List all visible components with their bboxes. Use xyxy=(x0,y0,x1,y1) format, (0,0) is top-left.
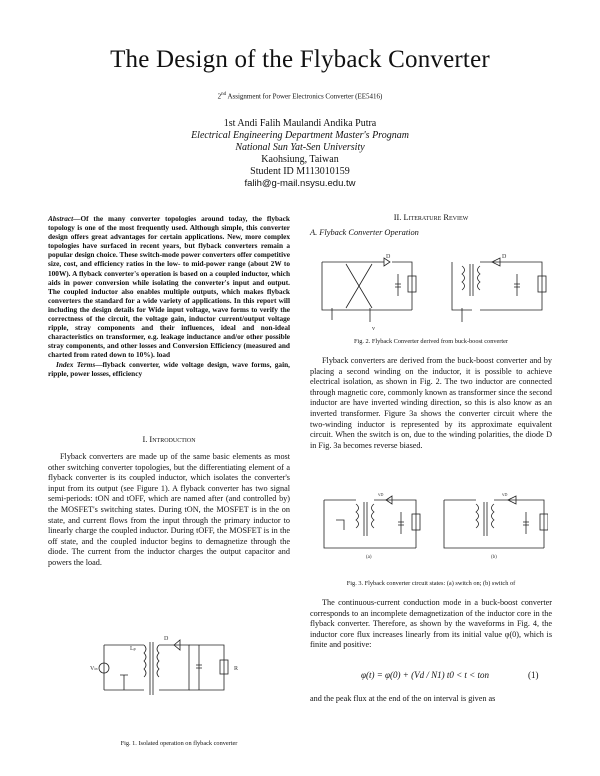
svg-text:vD: vD xyxy=(378,492,384,498)
figure-1 xyxy=(84,620,264,710)
figure-1-caption: Fig. 1. Isolated operation on flyback converter xyxy=(120,740,238,747)
section1-heading: I. Introduction xyxy=(142,435,196,444)
paper-title: The Design of the Flyback Converter xyxy=(110,46,490,73)
svg-text:(a): (a) xyxy=(366,555,372,560)
author-city: Kaohsiung, Taiwan xyxy=(261,154,339,165)
section2-heading: II. Literature Review xyxy=(393,213,469,222)
svg-text:D: D xyxy=(502,254,507,260)
figure-2-caption: Fig. 2. Flyback Converter derived from buck-boost converter xyxy=(353,338,509,345)
author-email[interactable]: falih@g-mail.nsysu.edu.tw xyxy=(244,178,356,189)
section2-body-3 xyxy=(310,694,552,705)
svg-text:v: v xyxy=(372,326,375,332)
abstract-text: —Of the many converter topologies around today, the flyback topology is one of the most frequently used. Although simple, this converter design offers great advantages for certain applications. New, more complex topologies have surfaced in recent years, but flyback converters remain a popular design choice. These switch-mode power converters offer competitive size, cost, and efficiency ratios in the low- to mid-power range (about 2W to 100W). A flyback converter's operation is based on a coupled inductor, which aids in power conversion while isolating the converter's input and output. The coupled inductor also enables multiple outputs, which makes flyback converters the standard for a wide variety of applications. In this report will including the design details for Wide input voltage, wave forms to verify the correctness of the circuit, the voltage gain, inductor current/output voltage ripple, stray components and their influences, ideal and non-ideal characteristics on transformer, e.g. leakage inductance and/or other possible stray components, and other losses and Conversion Efficiency (measured and charted from rated down to 10%). load xyxy=(48,214,290,360)
author-block xyxy=(0,118,600,190)
figure-3-caption: Fig. 3. Flyback converter circuit states: (a) switch on; (b) switch of xyxy=(346,580,516,587)
peak-flux-paragraph: and the peak flux at the end of the on interval is given as xyxy=(310,694,496,703)
author-univ: National Sun Yat-Sen University xyxy=(235,142,365,153)
subtitle-sup: nd xyxy=(221,92,227,97)
abstract-label: Abstract xyxy=(48,214,74,223)
subtitle-ordinal: 2 xyxy=(217,92,222,101)
section2-body-2 xyxy=(310,598,552,651)
index-terms-label: Index Terms xyxy=(56,359,96,369)
author-name: 1st Andi Falih Maulandi Andika Putra xyxy=(223,118,377,129)
figure-3 xyxy=(316,490,548,560)
index-terms-text: —flyback converter, wide voltage design, wave forms, gain, ripple, power losses, efficiency xyxy=(48,359,290,378)
section2-subheading: A. Flyback Converter Operation xyxy=(310,228,419,237)
operation-paragraph: Flyback converters are derived from the buck-boost converter and by placing a second winding on the inductor, it is possible to achieve electrical isolation, as shown in Fig. 2. The two inductor are connected through magnetic core, commonly known as transformer since the second inductor are have inverted winding direction, so this is also know as an inverted transformer. Figure 3a shows the converter circuit where the two-winding inductor is represented by its approximate equivalent circuit. When the switch is on, due to the winding polarities, the diode D in Fig. 3a becomes reverse biased. xyxy=(310,356,552,450)
author-dept: Electrical Engineering Department Master's Prognam xyxy=(191,130,409,141)
intro-paragraph: Flyback converters are made up of the same basic elements as most other switching converter topologies, but the differentiating element of a flyback converter is its coupled inductor, which isolates the converter's input from its output (see Figure 1). A flyback converter has two signal semi-periods: tON and tOFF, which are named after (and controlled by) the MOSFET's switching states. During tON, the MOSFET is in the on state, and current flows from the input through the primary inductor to linearly charge the coupled inductor. During tOFF, the MOSFET is in the off state, and the coupled inductor begins to demagnetize through the diode. The current from the inductor charges the output capacitor and powers the load. xyxy=(48,452,290,567)
svg-text:vD: vD xyxy=(502,492,508,498)
section2-body-1 xyxy=(310,356,552,451)
equation-1: φ(t) = φ(0) + (Vd / N1) t0 < t < ton xyxy=(361,670,489,680)
ccm-paragraph: The continuous-current conduction mode in a buck-boost converter corresponds to an incomplete demagnetization of the inductor core in the flyback converter. Therefore, as shown by the waveforms in Fig. 4, the inductor core flux increases linearly from its initial value φ(0), which is finite and positive: xyxy=(310,598,552,650)
svg-text:R: R xyxy=(234,666,239,672)
subtitle-text: Assignment for Power Electronics Converter (EE5416) xyxy=(226,92,383,101)
svg-text:Lp: Lp xyxy=(130,646,136,652)
svg-text:(b): (b) xyxy=(491,555,497,560)
equation-1-number: (1) xyxy=(528,670,539,680)
section1-body xyxy=(48,452,290,569)
abstract xyxy=(48,214,290,378)
svg-text:D: D xyxy=(386,254,391,260)
svg-text:Vin: Vin xyxy=(90,666,98,672)
svg-text:D: D xyxy=(164,636,169,642)
author-student-id: Student ID M113010159 xyxy=(250,166,350,177)
figure-2 xyxy=(312,250,552,332)
paper-subtitle xyxy=(0,92,600,100)
